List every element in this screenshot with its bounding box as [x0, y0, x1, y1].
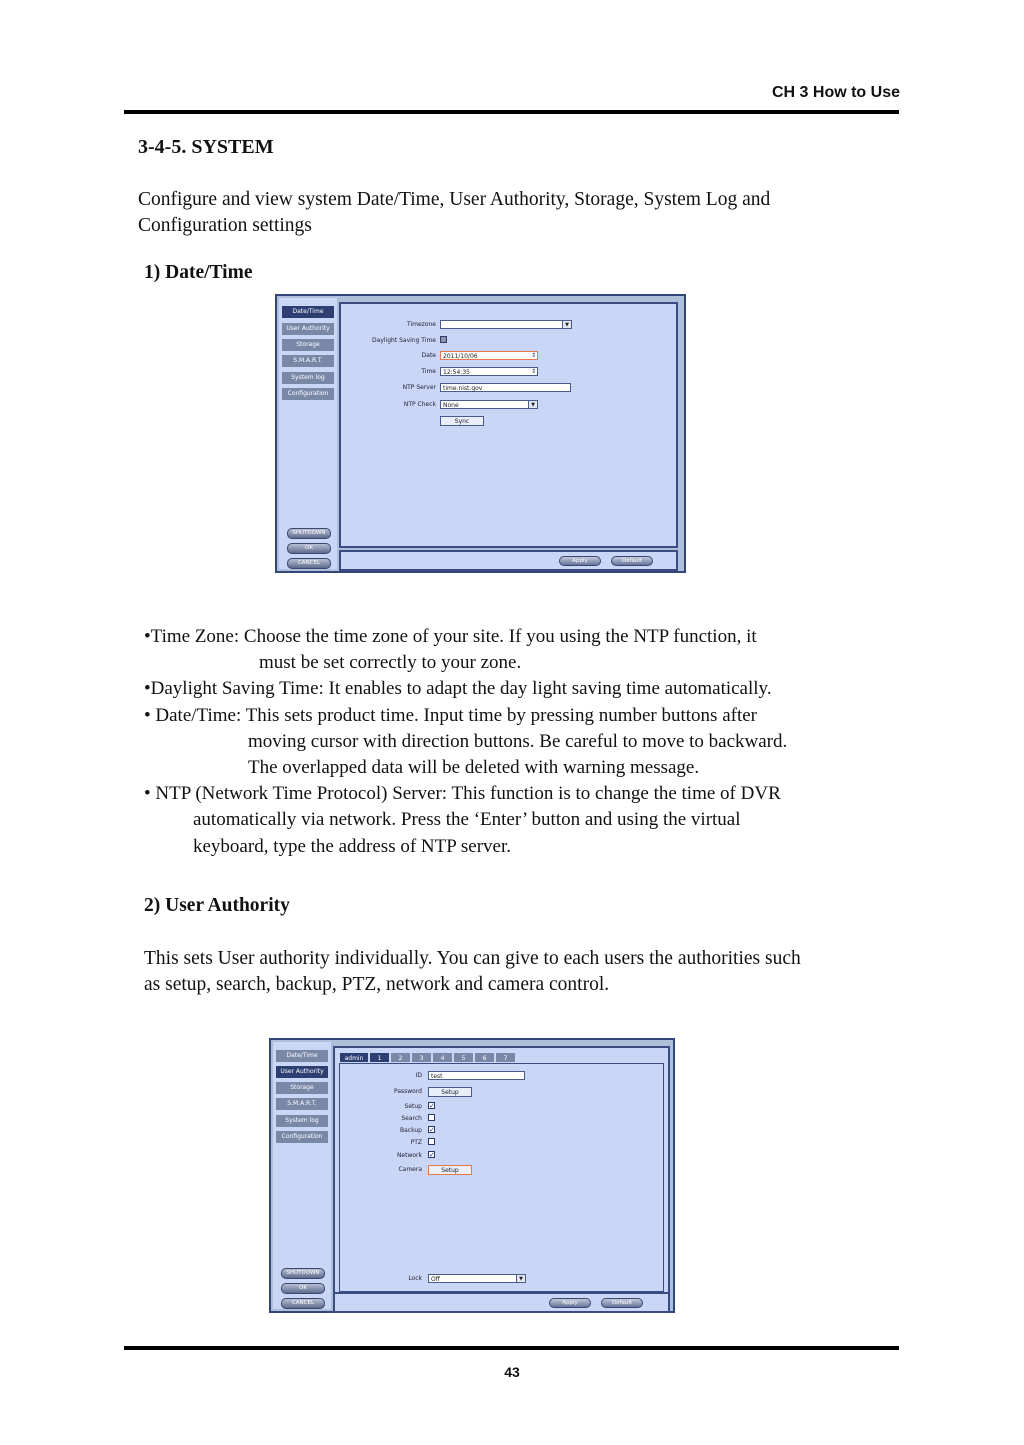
- id-field[interactable]: test: [428, 1071, 525, 1080]
- camera-setup-button[interactable]: Setup: [428, 1165, 472, 1175]
- ptz-label: PTZ: [410, 1139, 422, 1146]
- bullet-datetime-cont1: moving cursor with direction buttons. Be careful to move to backward.: [248, 730, 788, 752]
- chapter-header: CH 3 How to Use: [771, 84, 900, 101]
- backup-checkbox[interactable]: [428, 1126, 435, 1133]
- tab-admin[interactable]: admin: [339, 1052, 369, 1063]
- bullet-ntp: • NTP (Network Time Protocol) Server: This function is to change the time of DVR: [144, 783, 781, 805]
- intro-line-1: Configure and view system Date/Time, User Authority, Storage, System Log and: [138, 189, 771, 210]
- tab-6[interactable]: 6: [474, 1052, 495, 1063]
- bottom-bar: [333, 1292, 670, 1313]
- ptz-checkbox[interactable]: [428, 1138, 435, 1145]
- footer-rule: [124, 1346, 899, 1350]
- menu-item-storage[interactable]: Storage: [276, 1082, 328, 1094]
- lock-label: Lock: [408, 1275, 422, 1282]
- menu-item-smart[interactable]: S.M.A.R.T.: [282, 355, 334, 367]
- lock-select[interactable]: Off ▼: [428, 1274, 526, 1283]
- dst-label: Daylight Saving Time: [372, 337, 436, 344]
- shutdown-button[interactable]: SHUTDOWN: [281, 1268, 325, 1279]
- section-title: 3-4-5. SYSTEM: [138, 136, 274, 158]
- user-authority-screenshot: [269, 1038, 675, 1313]
- cancel-button[interactable]: CANCEL: [287, 558, 331, 569]
- spinner-icon: ⇕: [530, 368, 536, 375]
- tab-1[interactable]: 1: [369, 1052, 390, 1063]
- ntp-check-label: NTP Check: [403, 401, 436, 408]
- tab-3[interactable]: 3: [411, 1052, 432, 1063]
- backup-label: Backup: [400, 1127, 422, 1134]
- menu-item-storage[interactable]: Storage: [282, 339, 334, 351]
- ok-button[interactable]: OK: [281, 1283, 325, 1294]
- bullet-datetime: • Date/Time: This sets product time. Input time by pressing number buttons after: [144, 704, 757, 726]
- ok-button[interactable]: OK: [287, 543, 331, 554]
- network-label: Network: [396, 1152, 422, 1159]
- bullet-timezone: •Time Zone: Choose the time zone of your site. If you using the NTP function, it: [144, 626, 757, 647]
- apply-button[interactable]: Apply: [559, 556, 601, 566]
- user-authority-desc: [144, 946, 801, 998]
- password-setup-button[interactable]: Setup: [428, 1087, 472, 1097]
- menu-item-configuration[interactable]: Configuration: [282, 388, 334, 400]
- page-number: 43: [504, 1364, 520, 1380]
- setup-checkbox[interactable]: [428, 1102, 435, 1109]
- bullet-datetime-cont2: The overlapped data will be deleted with warning message.: [248, 757, 700, 779]
- id-label: ID: [415, 1072, 422, 1079]
- settings-panel: [339, 302, 678, 548]
- sidebar: [279, 298, 337, 569]
- search-label: Search: [401, 1115, 422, 1122]
- cancel-button[interactable]: CANCEL: [281, 1298, 325, 1309]
- section-intro: [138, 187, 770, 239]
- header-rule: [124, 110, 899, 114]
- desc-line-2: as setup, search, backup, PTZ, network and camera control.: [144, 974, 610, 995]
- tab-2[interactable]: 2: [390, 1052, 411, 1063]
- datetime-heading: 1) Date/Time: [144, 262, 253, 283]
- default-button[interactable]: Default: [611, 556, 653, 566]
- search-checkbox[interactable]: [428, 1114, 435, 1121]
- bottom-bar: [339, 550, 678, 571]
- time-label: Time: [421, 368, 436, 375]
- bullet-ntp-cont1: automatically via network. Press the ‘Enter’ button and using the virtual: [193, 809, 741, 831]
- check-icon: ✓: [429, 1126, 435, 1134]
- apply-button[interactable]: Apply: [549, 1298, 591, 1308]
- bullet-timezone-cont: must be set correctly to your zone.: [259, 652, 522, 674]
- setup-label: Setup: [404, 1103, 422, 1110]
- datetime-bullet-list: [144, 624, 904, 860]
- date-label: Date: [421, 352, 436, 359]
- sync-button[interactable]: Sync: [440, 416, 484, 426]
- menu-item-date-time[interactable]: Date/Time: [276, 1050, 328, 1062]
- intro-line-2: Configuration settings: [138, 215, 312, 236]
- user-authority-heading: 2) User Authority: [144, 895, 290, 916]
- tab-7[interactable]: 7: [495, 1052, 516, 1063]
- chevron-down-icon: ▼: [528, 401, 537, 408]
- chevron-down-icon: ▼: [562, 321, 571, 328]
- date-field[interactable]: 2011/10/06 ⇕: [440, 351, 538, 360]
- timezone-select[interactable]: [440, 320, 572, 329]
- chevron-down-icon: ▼: [516, 1275, 525, 1282]
- menu-item-user-authority[interactable]: User Authority: [276, 1066, 328, 1078]
- menu-item-configuration[interactable]: Configuration: [276, 1131, 328, 1143]
- ntp-check-select[interactable]: None ▼: [440, 400, 538, 409]
- bullet-ntp-cont2: keyboard, type the address of NTP server.: [193, 835, 511, 857]
- network-checkbox[interactable]: [428, 1151, 435, 1158]
- check-icon: ✓: [429, 1151, 435, 1159]
- sidebar: [273, 1042, 331, 1309]
- menu-item-system-log[interactable]: System log: [282, 372, 334, 384]
- tab-5[interactable]: 5: [453, 1052, 474, 1063]
- check-icon: ✓: [429, 1102, 435, 1110]
- time-field[interactable]: 12:54:35 ⇕: [440, 367, 538, 376]
- menu-item-user-authority[interactable]: User Authority: [282, 323, 334, 335]
- default-button[interactable]: Default: [601, 1298, 643, 1308]
- timezone-label: Timezone: [407, 321, 436, 328]
- camera-label: Camera: [398, 1166, 422, 1173]
- tab-4[interactable]: 4: [432, 1052, 453, 1063]
- menu-item-smart[interactable]: S.M.A.R.T.: [276, 1098, 328, 1110]
- tab-content: [339, 1063, 664, 1292]
- menu-item-system-log[interactable]: System log: [276, 1115, 328, 1127]
- desc-line-1: This sets User authority individually. You can give to each users the authorities such: [144, 948, 801, 969]
- bullet-dst: •Daylight Saving Time: It enables to adapt the day light saving time automatically.: [144, 678, 772, 700]
- user-panel: [333, 1046, 670, 1300]
- shutdown-button[interactable]: SHUTDOWN: [287, 528, 331, 539]
- menu-item-date-time[interactable]: Date/Time: [282, 306, 334, 318]
- dst-checkbox[interactable]: [440, 336, 447, 343]
- password-label: Password: [393, 1088, 422, 1095]
- ntp-server-label: NTP Server: [402, 384, 436, 391]
- spinner-icon: ⇕: [530, 352, 536, 359]
- datetime-screenshot: [275, 294, 686, 573]
- ntp-server-field[interactable]: time.nist.gov: [440, 383, 571, 392]
